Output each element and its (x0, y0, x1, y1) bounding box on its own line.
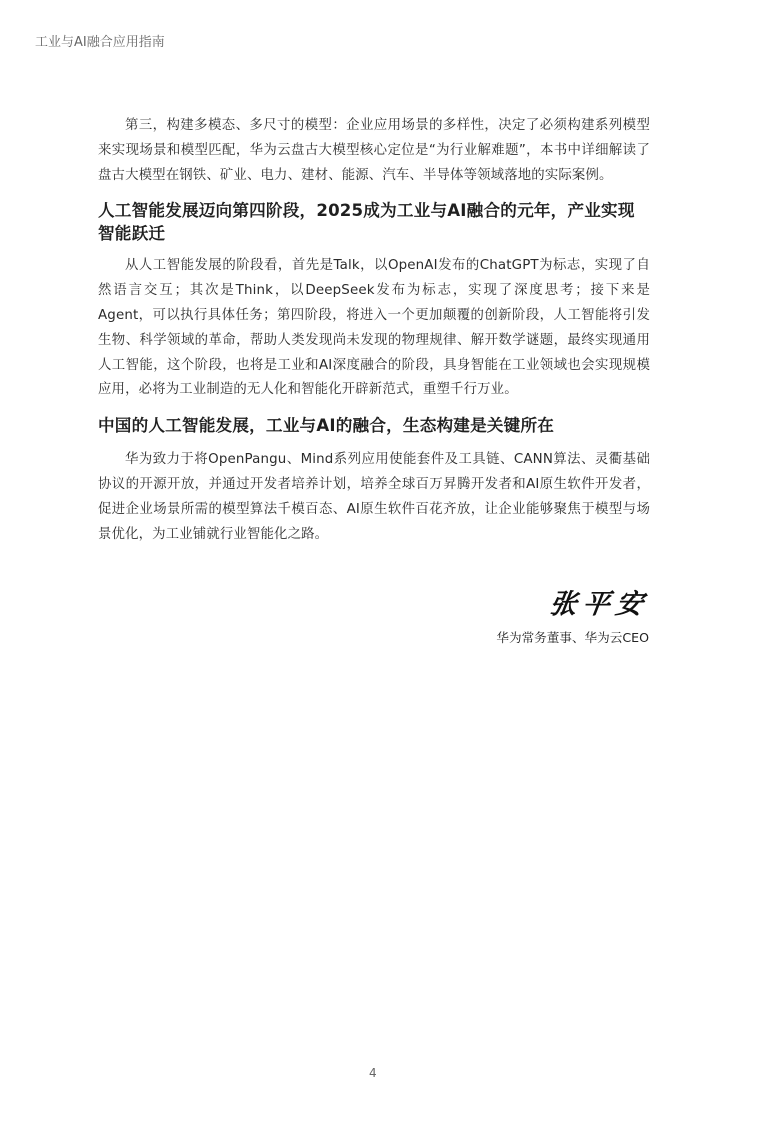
paragraph-ai-stages: 从人工智能发展的阶段看，首先是Talk，以OpenAI发布的ChatGPT为标志，实现了自然语言交互；其次是Think，以DeepSeek发布为标志，实现了深度思考；接下来是Agent，可以执行具体任务；第四阶段，将进入一个更加颠覆的创新阶段，人工智能将引发生物、科学领域的革命，帮助人类发现尚未发现的物理规律、解开数学谜题，最终实现通用人工智能，这个阶段，也将是工业和AI深度融合的阶段，具身智能在工业领域也会实现规模应用，必将为工业制造的无人化和智能化开辟新范式，重塑千行万业。 (98, 258, 650, 398)
section-heading-ecosystem: 中国的人工智能发展，工业与AI的融合，生态构建是关键所在 (98, 416, 555, 436)
signatory-title: 华为常务董事、华为云CEO (496, 630, 649, 645)
paragraph-open-source-ecosystem: 华为致力于将OpenPangu、Mind系列应用使能套件及工具链、CANN算法、灵衢基础协议的开源开放，并通过开发者培养计划，培养全球百万昇腾开发者和AI原生软件开发者，促进企业场景所需的模型算法千模百态、AI原生软件百花齐放，让企业能够聚焦于模型与场景优化，为工业铺就行业智能化之路。 (98, 452, 650, 542)
handwritten-signature: 张平安 (547, 589, 652, 620)
paragraph-multimodal-models: 第三，构建多模态、多尺寸的模型：企业应用场景的多样性，决定了必须构建系列模型来实现场景和模型匹配，华为云盘古大模型核心定位是“为行业解难题”，本书中详细解读了盘古大模型在钢铁、矿业、电力、建材、能源、汽车、半导体等领域落地的实际案例。 (98, 118, 650, 183)
document-body (98, 114, 650, 547)
running-header-title: 工业与AI融合应用指南 (35, 35, 165, 50)
page-number: 4 (369, 1066, 377, 1080)
signature-block (496, 585, 652, 646)
section-heading-fourth-stage: 人工智能发展迈向第四阶段，2025成为工业与AI融合的元年，产业实现智能跃迁 (98, 201, 635, 244)
